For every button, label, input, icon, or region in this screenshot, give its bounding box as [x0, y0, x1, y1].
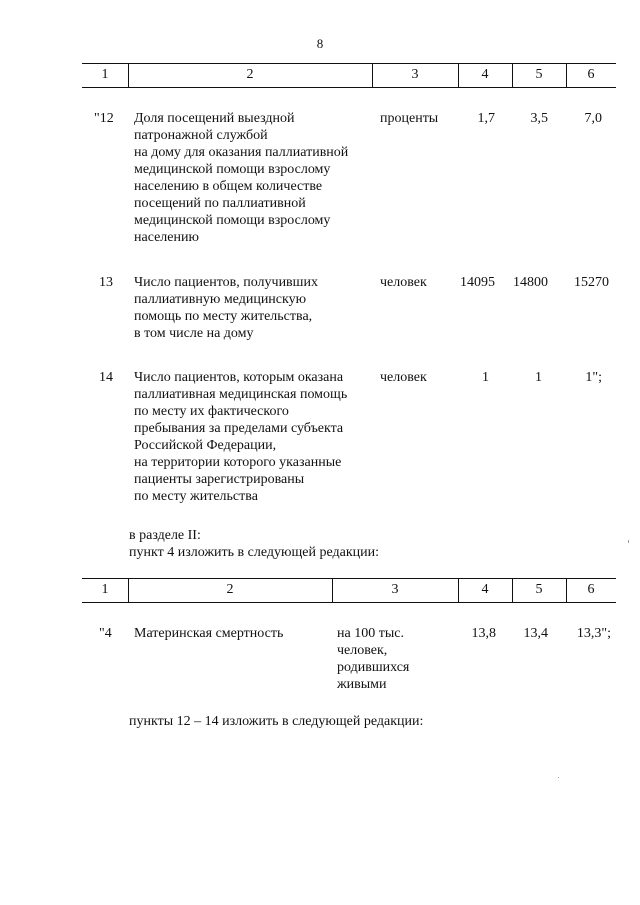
indicator-name: Материнская смертность — [134, 626, 284, 641]
name-line: медицинской помощи взрослому — [134, 213, 331, 228]
unit: проценты — [380, 111, 439, 126]
name-line: патронажной службой — [134, 128, 268, 143]
name-line: пациенты зарегистрированы — [134, 472, 305, 487]
table2-header-col6: 6 — [587, 582, 595, 597]
indicator-name — [134, 110, 348, 246]
unit: человек — [380, 370, 427, 385]
name-line: населению — [134, 230, 199, 245]
scan-speck — [628, 540, 629, 543]
section-heading: в разделе II: — [129, 528, 201, 543]
table1-header-col3: 3 — [411, 67, 419, 82]
scan-speck — [558, 777, 559, 778]
table1-header — [82, 63, 616, 88]
unit-line: родившихся — [337, 660, 410, 675]
name-line: посещений по паллиативной — [134, 196, 306, 211]
unit-line: живыми — [337, 677, 387, 692]
unit-line: человек, — [337, 643, 388, 658]
value-col5: 14800 — [513, 275, 548, 290]
table1-header-col5: 5 — [535, 67, 543, 82]
table1-header-col4: 4 — [481, 67, 489, 82]
table2-header-col4: 4 — [481, 582, 489, 597]
name-line: помощь по месту жительства, — [134, 309, 313, 324]
name-line: Российской Федерации, — [134, 438, 277, 453]
name-line: Доля посещений выездной — [134, 111, 295, 126]
row-number: 13 — [99, 275, 113, 290]
page-number: 8 — [316, 36, 324, 51]
name-line: паллиативную медицинскую — [134, 292, 307, 307]
table1-header-col2: 2 — [246, 67, 254, 82]
name-line: населению в общем количестве — [134, 179, 323, 194]
unit: человек — [380, 275, 427, 290]
name-line: по месту их фактического — [134, 404, 289, 419]
table1-header-col1: 1 — [101, 67, 109, 82]
value-col5: 3,5 — [530, 111, 548, 126]
value-col5: 1 — [535, 370, 542, 385]
unit — [337, 625, 409, 693]
name-line: на территории которого указанные — [134, 455, 342, 470]
indicator-name — [134, 274, 318, 342]
table2-header — [82, 578, 616, 603]
value-col4: 14095 — [460, 275, 495, 290]
value-col6: 15270 — [574, 275, 609, 290]
value-col6: 13,3"; — [576, 626, 611, 641]
name-line: в том числе на дому — [134, 326, 254, 341]
name-line: медицинской помощи взрослому — [134, 162, 331, 177]
name-line: пребывания за пределами субъекта — [134, 421, 344, 436]
name-line: Число пациентов, получивших — [134, 275, 318, 290]
table2-header-col3: 3 — [391, 582, 399, 597]
name-line: по месту жительства — [134, 489, 258, 504]
value-col4: 1 — [482, 370, 489, 385]
unit-line: на 100 тыс. — [337, 626, 404, 641]
value-col6: 1"; — [585, 370, 602, 385]
value-col5: 13,4 — [523, 626, 548, 641]
table2-header-col1: 1 — [101, 582, 109, 597]
closing-instruction: пункты 12 – 14 изложить в следующей редакции: — [129, 714, 424, 729]
name-line: Число пациентов, которым оказана — [134, 370, 344, 385]
indicator-name — [134, 369, 347, 505]
value-col4: 13,8 — [471, 626, 496, 641]
name-line: на дому для оказания паллиативной — [134, 145, 349, 160]
section-instruction: пункт 4 изложить в следующей редакции: — [129, 545, 379, 560]
value-col4: 1,7 — [477, 111, 495, 126]
table2-header-col5: 5 — [535, 582, 543, 597]
table2-header-col2: 2 — [226, 582, 234, 597]
table1-header-col6: 6 — [587, 67, 595, 82]
name-line: паллиативная медицинская помощь — [134, 387, 348, 402]
row-number: 14 — [99, 370, 113, 385]
row-number: "4 — [99, 626, 112, 641]
row-number: "12 — [94, 111, 114, 126]
value-col6: 7,0 — [584, 111, 602, 126]
